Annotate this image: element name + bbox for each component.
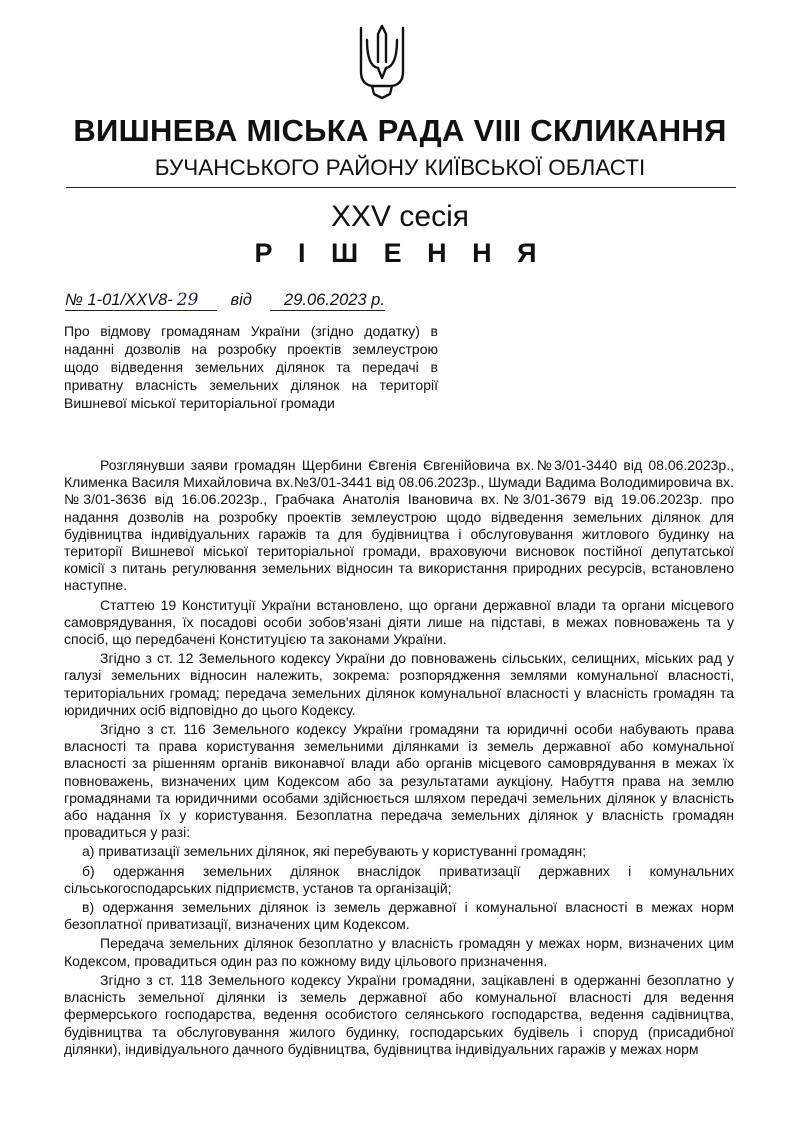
handwritten-number: 29 — [176, 290, 199, 310]
from-label: від — [230, 291, 252, 309]
trident-emblem-icon — [356, 22, 408, 100]
body-paragraph: Згідно з ст. 118 Земельного кодексу України громадяни, зацікавлені в одержанні безоплатно у власність земельної ділянки із земель державної або комунальної власності для ведення фермерського господарства, ведення особистого селянського господарства, ведення садівництва, будівництва та обслуговування жилого будинку, господарських будівель і споруд (присадибної ділянки), індивідуального дачного будівництва, будівництва індивідуальних гаражів у межах норм — [64, 971, 734, 1057]
body-paragraph: Згідно з ст. 116 Земельного кодексу України громадяни та юридичні особи набувають права власності та права користування земельними ділянками із земель державної або комунальної власності за рішенням органів виконавчої влади або органів місцевого самоврядування в межах їх повноважень, визначених цим Кодексом або за результатами аукціону. Набуття права на землю громадянами та юридичними особами здійснюється шляхом передачі земельних ділянок у власність або надання їх у користування. Безоплатна передача земельних ділянок у власність громадян провадиться у разі: — [64, 721, 734, 841]
list-item: в) одержання земельних ділянок із земель державної і комунальної власності в межах норм безоплатної приватизації, визначених цим Кодексом. — [64, 899, 734, 933]
decision-subject: Про відмову громадянам України (згідно додатку) в наданні дозволів на розробку проектів землеустрою щодо відведення земельних ділянок та передачі в приватну власність земельних ділянок на території Вишневої міської територіальної громади — [64, 323, 438, 411]
body-paragraph: Розглянувши заяви громадян Щербини Євгенія Євгенійовича вх.№3/01-3440 від 08.06.2023р., Клименка Василя Михайловича вх.№3/01-3441 від 08.06.2023р., Шумади Вадима Володимировича вх.№3/01-3636 від 16.06.2023р., Грабчака Анатолія Івановича вх.№3/01-3679 від 19.06.2023р. про надання дозволів на розробку проектів землеустрою щодо відведення земельних ділянок для будівництва індивідуальних гаражів та для будівництва і обслуговування житлового будинку на території Вишневої міської територіальної громади, враховуючи висновок постійної депутатської комісії з питань регулювання земельних відносин та використання природних ресурсів, встановлено наступне. — [64, 457, 734, 594]
header-divider — [66, 187, 736, 188]
decision-number: № 1-01/XXV8- 29 — [65, 290, 217, 311]
document-body — [64, 457, 734, 1060]
document-type: Р І Ш Е Н Н Я — [254, 238, 546, 268]
district-name: БУЧАНСЬКОГО РАЙОНУ КИЇВСЬКОЇ ОБЛАСТІ — [154, 155, 646, 180]
list-item: а) приватизації земельних ділянок, які перебувають у користуванні громадян; — [82, 843, 587, 860]
body-paragraph: Передача земельних ділянок безоплатно у власність громадян у межах норм, визначених цим Кодексом, провадиться один раз по кожному виду цільового призначення. — [64, 935, 734, 969]
decision-date: 29.06.2023 р. — [270, 291, 385, 311]
body-paragraph: Статтею 19 Конституції України встановлено, що органи державної влади та органи місцевого самоврядування, їх посадові особи зобов'язані діяти лише на підставі, в межах повноважень та у спосіб, що передбачені Конституцією та законами України. — [64, 596, 734, 648]
session-title: XXV сесія — [331, 200, 469, 233]
body-paragraph: Згідно з ст. 12 Земельного кодексу України до повноважень сільських, селищних, міських рад у галузі земельних відносин належить, зокрема: розпорядження землями комунальної власності, територіальних громад; передача земельних ділянок комунальної власності у власність громадян та юридичних осіб відповідно до цього Кодексу. — [64, 650, 734, 718]
decision-number-line — [65, 290, 385, 311]
council-name: ВИШНЕВА МІСЬКА РАДА VIII СКЛИКАННЯ — [73, 113, 727, 148]
list-item: б) одержання земельних ділянок внаслідок приватизації державних і комунальних сільськогосподарських підприємств, установ та організацій; — [64, 862, 734, 896]
